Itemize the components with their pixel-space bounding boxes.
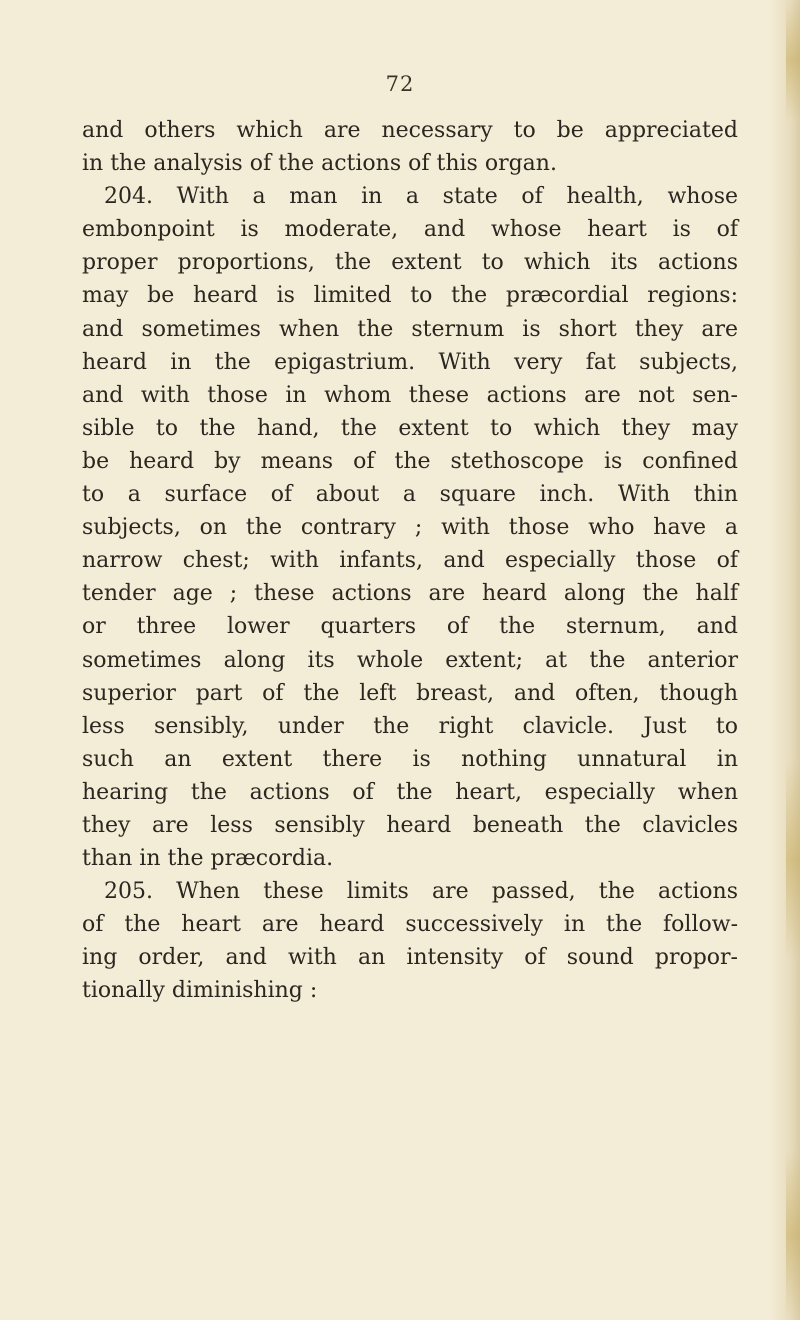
text-line: proper proportions, the extent to which its actions: [82, 250, 738, 276]
text-line: superior part of the left breast, and often, though: [82, 680, 738, 706]
text-line: may be heard is limited to the præcordial regions:: [82, 283, 738, 309]
text-line: ing order, and with an intensity of sound propor-: [82, 945, 738, 971]
text-line: sible to the hand, the extent to which they may: [82, 415, 738, 441]
text-line: tionally diminishing :: [82, 978, 318, 1004]
page-edge-stain: [786, 0, 800, 120]
text-line: subjects, on the contrary ; with those who have a: [82, 515, 738, 541]
text-line: and sometimes when the sternum is short they are: [82, 316, 738, 342]
text-line: hearing the actions of the heart, especially when: [82, 779, 738, 805]
paragraph-first-line: 204. With a man in a state of health, whose: [104, 184, 738, 210]
text-line: tender age ; these actions are heard along the half: [82, 581, 738, 607]
paragraph-first-line: 205. When these limits are passed, the actions: [104, 879, 738, 905]
text-line: or three lower quarters of the sternum, and: [82, 614, 738, 640]
text-line: of the heart are heard successively in the follow-: [82, 912, 738, 938]
text-line: to a surface of about a square inch. With thin: [82, 482, 738, 508]
text-line: in the analysis of the actions of this organ.: [82, 151, 557, 177]
text-line: they are less sensibly heard beneath the clavicles: [82, 812, 738, 838]
page-edge-stain: [786, 1150, 800, 1320]
text-line: such an extent there is nothing unnatural in: [82, 746, 738, 772]
page-edge-stain: [786, 760, 800, 960]
text-line: embonpoint is moderate, and whose heart is of: [82, 217, 738, 243]
text-line: sometimes along its whole extent; at the anterior: [82, 647, 738, 673]
body-text: [82, 114, 738, 1008]
text-line: be heard by means of the stethoscope is confined: [82, 448, 738, 474]
text-line: and others which are necessary to be appreciated: [82, 118, 738, 143]
text-line: heard in the epigastrium. With very fat subjects,: [82, 349, 738, 375]
text-line: than in the præcordia.: [82, 846, 334, 872]
text-line: less sensibly, under the right clavicle. Just to: [82, 713, 738, 739]
text-line: and with those in whom these actions are not sen-: [82, 382, 738, 408]
page-number: 72: [385, 72, 415, 96]
text-line: narrow chest; with infants, and especially those of: [82, 548, 738, 574]
